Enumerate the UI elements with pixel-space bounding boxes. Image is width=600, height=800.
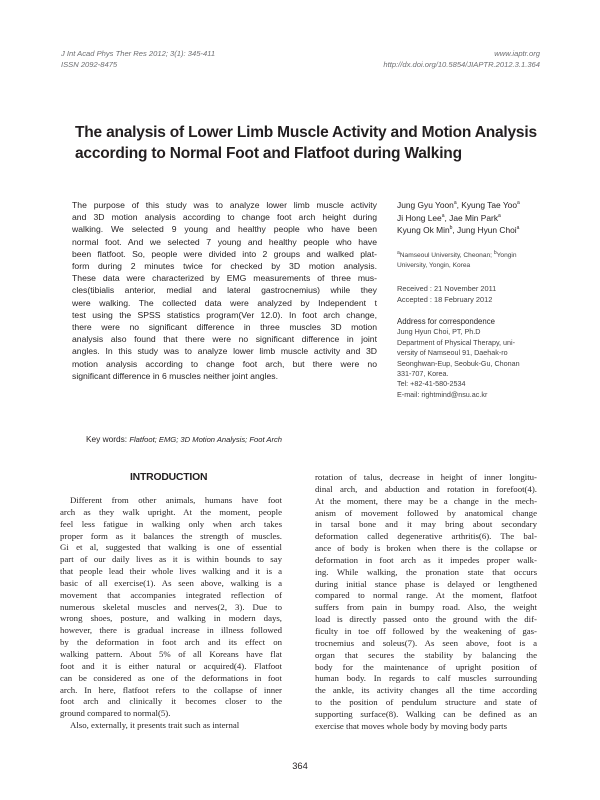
body-text-line: proper form as it balances the strength of muscles. bbox=[60, 530, 282, 541]
correspondence-heading: Address for correspondence bbox=[397, 317, 495, 326]
abstract-line: The purpose of this study was to analyze lower limb muscle activity bbox=[72, 200, 377, 210]
body-text-line: to the position of pendulum structure and state of bbox=[315, 697, 537, 708]
body-text-line: Also, externally, it presents trait such as internal bbox=[70, 720, 240, 731]
affiliations: $^a$Namseoul University, Cheonan; $^b$Yongin University, Yongin, Korea bbox=[397, 249, 517, 269]
body-text-line: load is directly passed onto the ground with the dif- bbox=[315, 614, 537, 625]
body-text-line: supporting surface(8). Walking can be defined as an bbox=[315, 708, 537, 719]
abstract-line: angles. In this study was to analyze lower limb muscle activity and 3D bbox=[72, 346, 377, 357]
body-text-line: however, there is gradual increase in illness followed bbox=[60, 625, 282, 636]
body-text-line: wrong shoes, posture, and walking in modern days, bbox=[60, 613, 282, 624]
keywords bbox=[86, 434, 282, 444]
section-heading-introduction: INTRODUCTION bbox=[130, 472, 208, 483]
body-text-line: basic of all exercise(1). As seen above, walking is a bbox=[60, 577, 282, 588]
journal-website: www.iaptr.org bbox=[494, 49, 540, 58]
abstract-line: been flatfoot. So, people were divided into 2 groups and walked plat- bbox=[72, 248, 377, 259]
body-column-left bbox=[60, 495, 282, 732]
body-text-line: anism of movement followed by anatomical change bbox=[315, 507, 537, 518]
journal-header-left bbox=[61, 48, 215, 70]
author-line: Ji Hong Lee$^a$, Jae Min Park$^a$ bbox=[397, 212, 501, 223]
body-text-line: numerous skeletal muscles and nerves(2, 3). Due to bbox=[60, 601, 282, 612]
abstract-line: These data were characterized by EMG measurements of three mus- bbox=[72, 273, 377, 284]
body-text-line: ing. While walking, the pronation state that occurs bbox=[315, 566, 537, 577]
body-text-line: compared to normal range. At the moment, flatfoot bbox=[315, 590, 537, 601]
journal-citation: J Int Acad Phys Ther Res 2012; 3(1): 345-411 bbox=[61, 49, 216, 58]
body-text-line: trocnemius and soleus(7). As seen above, foot is a bbox=[315, 637, 537, 648]
correspondence-line: 331-707, Korea. bbox=[397, 369, 449, 379]
body-text-line: part of our daily lives as it is within bounds to say bbox=[60, 554, 282, 565]
body-text-line: rotation of talus, decrease in height of inner longitu- bbox=[315, 472, 537, 482]
abstract-line: analysis also found that there were no significant difference in joint bbox=[72, 334, 377, 345]
correspondence-line: Seonghwan-Eup, Seobuk-Gu, Chonan bbox=[397, 358, 520, 368]
received-date: Received : 21 November 2011 bbox=[397, 284, 497, 293]
correspondence-block bbox=[397, 317, 547, 400]
body-text-line: that people lead their whole lives walking and it is a bbox=[60, 566, 282, 577]
journal-header-right bbox=[383, 48, 540, 70]
body-text-line: suffers from pain in bumpy road. Also, the weight bbox=[315, 602, 537, 613]
abstract-line: test using the SPSS statistics program(Ver 12.0). In foot arch change, bbox=[72, 309, 377, 320]
body-text-line: human body. In regards to calf muscles surrounding bbox=[315, 673, 537, 684]
abstract-line: and 3D motion analysis according to change foot arch height during bbox=[72, 212, 377, 223]
body-text-line: the ankle, its activity changes all the time according bbox=[315, 685, 537, 696]
abstract-line: significant difference in 6 muscles neither joint angles. bbox=[72, 370, 278, 381]
body-column-right bbox=[315, 472, 537, 733]
body-text-line: foot and it is either natural or acquired(4). Flatfoot bbox=[60, 660, 282, 671]
journal-issn: ISSN 2092-8475 bbox=[61, 60, 118, 69]
journal-doi: http://dx.doi.org/10.5854/JIAPTR.2012.3.1.364 bbox=[383, 60, 540, 69]
paper-title-line-1: The analysis of Lower Limb Muscle Activity and Motion Analysis bbox=[75, 124, 537, 141]
body-text-line: exercise that moves whole body by moving body parts bbox=[315, 720, 508, 731]
abstract-line: there were no significant difference in three muscles 3D motion bbox=[72, 322, 377, 333]
author-list bbox=[397, 199, 547, 237]
body-text-line: dinal arch, and abduction and rotation in forefoot(4). bbox=[315, 483, 537, 494]
body-text-line: body for the maintenance of upright position of bbox=[315, 661, 537, 672]
abstract-line: motion analysis according to change foot arch, but there were no bbox=[72, 358, 377, 369]
body-text-line: can be considered as one of the deformations in foot bbox=[60, 672, 282, 683]
correspondence-line: Tel: +82-41-580-2534 bbox=[397, 379, 466, 389]
correspondence-line: Department of Physical Therapy, uni- bbox=[397, 337, 515, 347]
correspondence-lines bbox=[397, 327, 547, 400]
body-text-line: ance of body is broken when there is the collapse or bbox=[315, 543, 537, 554]
body-text-line: deformation called degenerative arthritis(6). The bal- bbox=[315, 531, 537, 542]
submission-dates bbox=[397, 283, 547, 305]
keywords-label: Key words: bbox=[86, 434, 128, 444]
keywords-values: Flatfoot; EMG; 3D Motion Analysis; Foot Arch bbox=[129, 435, 282, 444]
paper-title-line-2: according to Normal Foot and Flatfoot during Walking bbox=[75, 145, 462, 162]
body-text-line: arch. In here, flatfoot refers to the collapse of inner bbox=[60, 684, 282, 695]
abstract-line: walking. We selected 9 young and healthy people who have been bbox=[72, 224, 377, 235]
abstract-line: cles(tibialis anterior, medial and lateral gastrocnemius) while they bbox=[72, 285, 377, 296]
body-text-line: foot arch and clinically it becomes closer to the bbox=[60, 696, 282, 707]
body-text-line: walking pattern. About 5% of all Koreans have flat bbox=[60, 648, 282, 659]
body-text-line: by the deformation in foot arch and its effect on bbox=[60, 637, 282, 648]
body-text-line: At the moment, there may be a change in the mech- bbox=[315, 495, 537, 506]
body-text-line: organ that secures the stability by balancing the bbox=[315, 649, 537, 660]
body-text-line: ficulty in toe off followed by the weakening of gas- bbox=[315, 625, 537, 636]
abstract-line: were walking. The collected data were analyzed by Independent t bbox=[72, 297, 377, 308]
author-line: Jung Gyu Yoon$^a$, Kyung Tae Yoo$^a$ bbox=[397, 200, 520, 210]
abstract-line: normal foot. And we selected 7 young and healthy people who have bbox=[72, 236, 377, 247]
correspondence-line: Jung Hyun Choi, PT, Ph.D bbox=[397, 327, 481, 337]
body-text-line: during initial stance phase is delayed or lengthened bbox=[315, 578, 537, 589]
body-text-line: Gi et al, suggested that walking is one of essential bbox=[60, 542, 282, 553]
author-line: Kyung Ok Min$^b$, Jung Hyun Choi$^a$ bbox=[397, 225, 520, 235]
body-text-line: movement that accompanies integrated reflection of bbox=[60, 589, 282, 600]
paper-title bbox=[75, 122, 545, 164]
body-text-line: Different from other animals, humans have foot bbox=[70, 495, 282, 505]
body-text-line: ground compared to normal(5). bbox=[60, 708, 171, 719]
abstract bbox=[72, 199, 377, 382]
page-number: 364 bbox=[292, 761, 308, 771]
body-text-line: arch as they walk upright. At the moment, people bbox=[60, 506, 282, 517]
body-text-line: in tarsal bone and it may bring about secondary bbox=[315, 519, 537, 530]
body-text-line: feel less fatigue in walking only when arch takes bbox=[60, 518, 282, 529]
abstract-line: form during 2 minutes twice for checked by 3D motion analysis. bbox=[72, 261, 377, 272]
accepted-date: Accepted : 18 February 2012 bbox=[397, 295, 493, 304]
body-text-line: deformation in foot arch as it impedes proper walk- bbox=[315, 554, 537, 565]
correspondence-line: E-mail: rightmind@nsu.ac.kr bbox=[397, 389, 488, 399]
correspondence-line: versity of Namseoul 91, Daehak-ro bbox=[397, 348, 508, 358]
